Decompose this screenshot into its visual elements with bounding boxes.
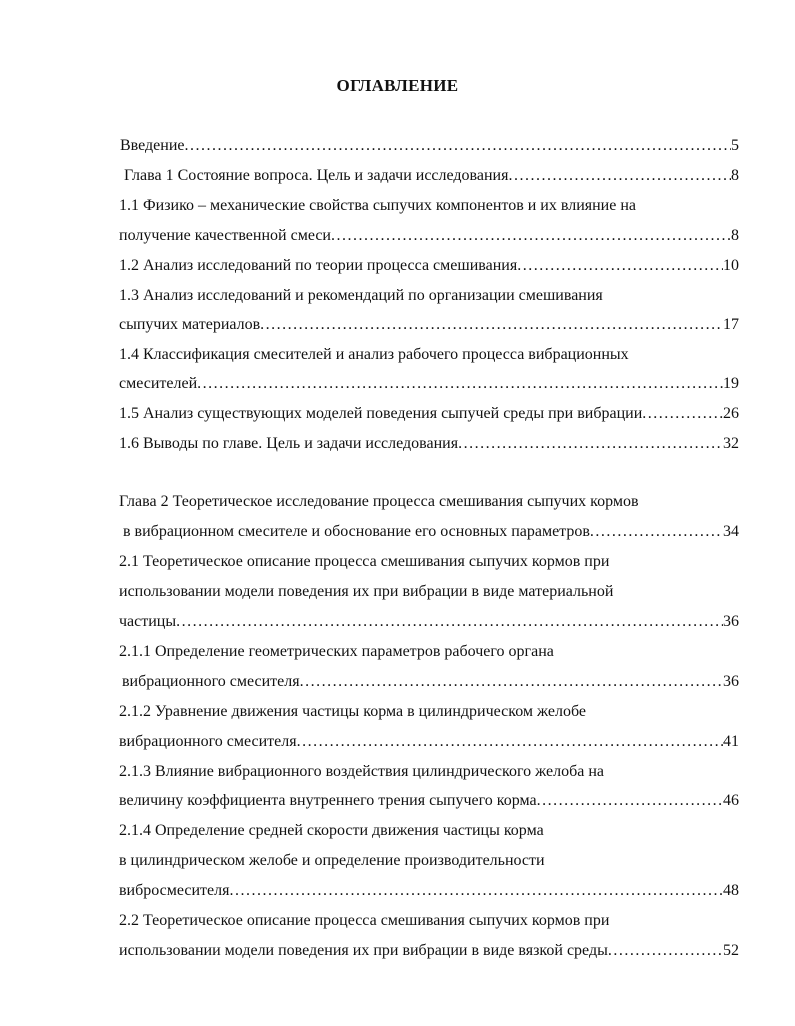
- leader-dots: [508, 166, 731, 186]
- toc-page-number: 34: [723, 523, 739, 540]
- leader-dots: [537, 791, 723, 811]
- leader-dots: [590, 522, 723, 542]
- toc-entry-2-1-2-line1: 2.1.2 Уравнение движения частицы корма в цилиндрическом желобе: [119, 703, 586, 720]
- toc-entry-chapter-1: [124, 166, 739, 186]
- leader-dots: [185, 136, 732, 156]
- leader-dots: [517, 256, 723, 276]
- toc-entry-text: вибрационного смесителя: [119, 733, 297, 750]
- toc-entry-1-4-line1: 1.4 Классификация смесителей и анализ рабочего процесса вибрационных: [119, 346, 629, 363]
- toc-entry-2-1-4-line1: 2.1.4 Определение средней скорости движения частицы корма: [119, 822, 544, 839]
- leader-dots: [331, 226, 731, 246]
- toc-entry-2-2-line1: 2.2 Теоретическое описание процесса смешивания сыпучих кормов при: [119, 912, 610, 929]
- leader-dots: [260, 315, 723, 335]
- toc-entry-text: вибрационного смесителя: [122, 673, 300, 690]
- toc-entry-text: в вибрационном смесителе и обоснование его основных параметров: [123, 523, 590, 540]
- toc-entry-1-3-line1: 1.3 Анализ исследований и рекомендаций по организации смешивания: [119, 287, 603, 304]
- toc-entry-2-1: [119, 612, 739, 632]
- leader-dots: [300, 672, 723, 692]
- toc-entry-introduction: [120, 136, 739, 156]
- toc-entry-text: вибросмесителя: [119, 882, 230, 899]
- toc-entry-2-1-2: [119, 732, 739, 752]
- leader-dots: [297, 732, 723, 752]
- toc-entry-text: Введение: [120, 137, 185, 154]
- leader-dots: [642, 404, 723, 424]
- toc-page-number: 8: [731, 227, 739, 244]
- toc-entry-text: 1.5 Анализ существующих моделей поведения сыпучей среды при вибрации: [119, 405, 643, 422]
- toc-entry-text: Глава 1 Состояние вопроса. Цель и задачи исследования: [124, 167, 509, 184]
- toc-entry-text: 1.6 Выводы по главе. Цель и задачи исследования: [119, 435, 459, 452]
- toc-entry-text: частицы: [119, 613, 177, 630]
- toc-entry-1-6: [119, 434, 739, 454]
- toc-entry-chapter-2-line1: Глава 2 Теоретическое исследование процесса смешивания сыпучих кормов: [119, 493, 639, 510]
- toc-page-number: 17: [723, 316, 739, 333]
- toc-page-number: 19: [723, 375, 739, 392]
- toc-entry-text: сыпучих материалов: [119, 316, 261, 333]
- toc-entry-text: получение качественной смеси: [119, 227, 331, 244]
- leader-dots: [608, 941, 723, 961]
- page-title: ОГЛАВЛЕНИЕ: [336, 76, 459, 95]
- toc-entry-2-1-line1: 2.1 Теоретическое описание процесса смешивания сыпучих кормов при: [119, 553, 610, 570]
- toc-page-number: 5: [731, 137, 739, 154]
- toc-entry-text: смесителей: [119, 375, 198, 392]
- leader-dots: [197, 374, 723, 394]
- toc-page-number: 48: [723, 882, 739, 899]
- toc-entry-chapter-2: [123, 522, 739, 542]
- toc-entry-2-1-3-line1: 2.1.3 Влияние вибрационного воздействия цилиндрического желоба на: [119, 763, 604, 780]
- toc-entry-2-1-1: [122, 672, 739, 692]
- toc-page-number: 46: [723, 792, 739, 809]
- leader-dots: [458, 434, 723, 454]
- toc-page-number: 10: [723, 257, 739, 274]
- toc-entry-text: величину коэффициента внутреннего трения сыпучего корма: [119, 792, 537, 809]
- toc-entry-1-3: [119, 315, 739, 335]
- toc-entry-2-1-4-line2: в цилиндрическом желобе и определение производительности: [119, 852, 545, 869]
- toc-entry-1-1: [119, 226, 739, 246]
- toc-entry-2-2: [119, 941, 739, 961]
- toc-page-number: 26: [723, 405, 739, 422]
- toc-page-number: 36: [723, 613, 739, 630]
- leader-dots: [176, 612, 723, 632]
- toc-entry-text: 1.2 Анализ исследований по теории процесса смешивания: [119, 257, 518, 274]
- toc-page-number: 41: [723, 733, 739, 750]
- toc-page-number: 32: [723, 435, 739, 452]
- toc-page-number: 8: [731, 167, 739, 184]
- toc-entry-2-1-3: [119, 791, 739, 811]
- toc-entry-1-2: [119, 256, 739, 276]
- toc-entry-1-1-line1: 1.1 Физико – механические свойства сыпучих компонентов и их влияние на: [119, 197, 637, 214]
- toc-entry-1-4: [119, 374, 739, 394]
- toc-entry-2-1-line2: использовании модели поведения их при вибрации в виде материальной: [119, 583, 614, 600]
- toc-entry-2-1-1-line1: 2.1.1 Определение геометрических параметров рабочего органа: [119, 643, 554, 660]
- toc-entry-text: использовании модели поведения их при вибрации в виде вязкой среды: [119, 942, 608, 959]
- toc-entry-2-1-4: [119, 881, 739, 901]
- leader-dots: [229, 881, 723, 901]
- toc-entry-1-5: [119, 404, 739, 424]
- toc-page-number: 36: [723, 673, 739, 690]
- toc-page-number: 52: [723, 942, 739, 959]
